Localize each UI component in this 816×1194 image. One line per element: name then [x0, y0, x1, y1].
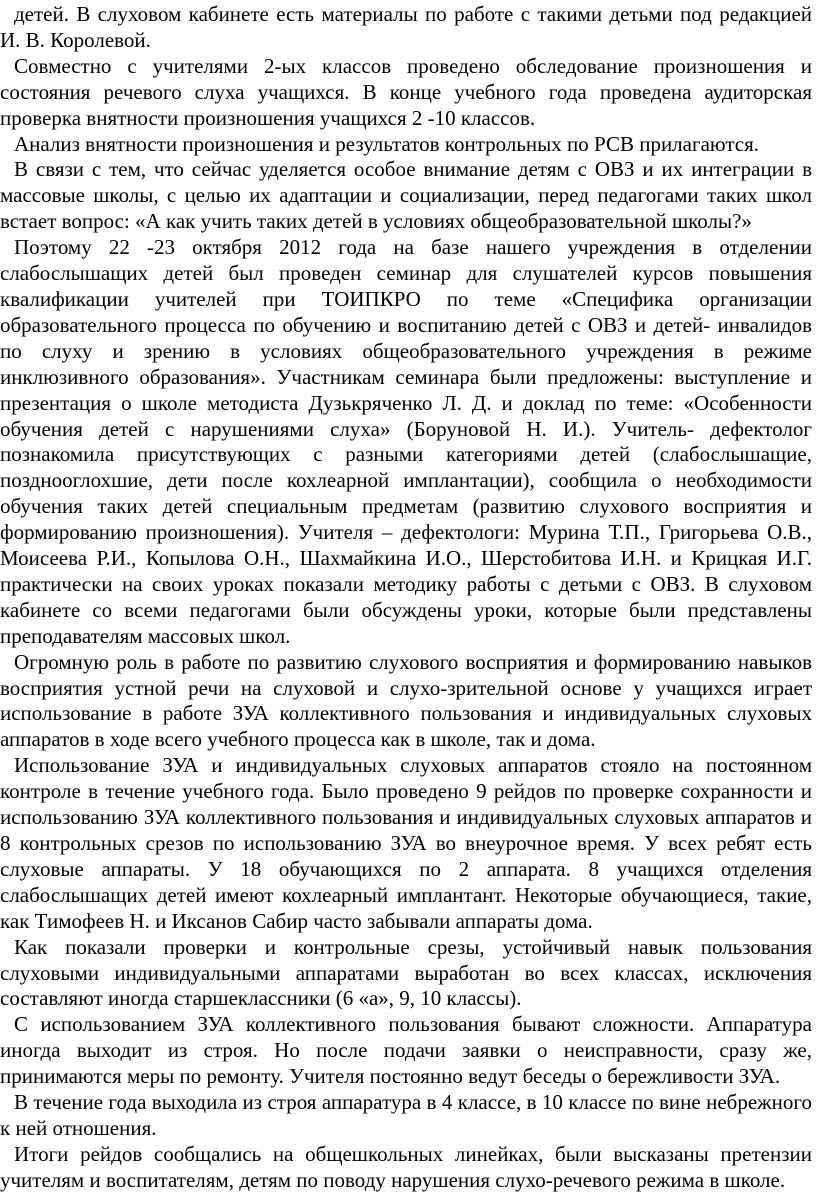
paragraph-hearing-aids-control: Использование ЗУА и индивидуальных слуховых аппаратов стояло на постоянном контроле в течение учебного года. Было проведено 9 рейдов по проверке сохранности и использованию ЗУА коллективного пользования и индивидуальных слуховых аппаратов и 8 контрольных срезов по использованию ЗУА во внеурочное время. У всех ребят есть слуховые аппараты. У 18 обучающихся по 2 аппарата. 8 учащихся отделения слабослышащих детей имеют кохлеарный имплантант. Некоторые обучающиеся, такие, как Тимофеев Н. и Иксанов Сабир часто забывали аппараты дома.	[0, 753, 812, 933]
paragraph-equipment-failure: В течение года выходила из строя аппаратура в 4 классе, в 10 классе по вине небрежного к ней отношения.	[0, 1090, 812, 1140]
paragraph-hearing-survey: Совместно с учителями 2-ых классов проведено обследование произношения и состояния речевого слуха учащихся. В конце учебного года проведена аудиторская проверка внятности произношения учащихся 2 -10 классов.	[0, 53, 812, 130]
paragraph-seminar: Поэтому 22 -23 октября 2012 года на базе нашего учреждения в отделении слабослышащих детей был проведен семинар для слушателей курсов повышения квалификации учителей при ТОИПКРО по теме «Специфика организации образовательного процесса по обучению и воспитанию детей с ОВЗ и детей- инвалидов по слуху и зрению в условиях общеобразовательного учреждения в режиме инклюзивного образования». Участникам семинара были предложены: выступление и презентация о школе методиста Дузькрячeнко Л. Д. и доклад по теме: «Особенности обучения детей с нарушениями слуха» (Боруновой Н. И.). Учитель- дефектолог познакомила присутствующих с разными категориями детей (слабослышащие, позднооглохшие, дети после кохлеарной имплантации), сообщила о необходимости обучения таких детей специальным предметам (развитию слухового восприятия и формированию произношения). Учителя – дефектологи: Мурина Т.П., Григорьева О.В., Моисеева Р.И., Копылова О.Н., Шахмайкина И.О., Шерстобитова И.Н. и Крицкая И.Г. практически на своих уроках показали методику работы с детьми с ОВЗ. В слуховом кабинете со всеми педагогами были обсуждены уроки, которые были представлены преподавателям массовых школ.	[0, 235, 812, 648]
paragraph-raid-results: Итоги рейдов сообщались на общешкольных линейках, были высказаны претензии учителям и воспитателям, детям по поводу нарушения слухо-речевого режима в школе.	[0, 1141, 812, 1192]
paragraph-equipment-issues: С использованием ЗУА коллективного пользования бывают сложности. Аппаратура иногда выходит из строя. Но после подачи заявки о неисправности, сразу же, принимаются меры по ремонту. Учителя постоянно ведут беседы о бережливости ЗУА.	[0, 1012, 812, 1089]
paragraph-hearing-aids-role: Огромную роль в работе по развитию слухового восприятия и формированию навыков восприятия устной речи на слуховой и слухо-зрительной основе у учащихся играет использование в работе ЗУА коллективного пользования и индивидуальных слуховых аппаратов в ходе всего учебного процесса как в школе, так и дома.	[0, 649, 812, 752]
paragraph-continuation: детей. В слуховом кабинете есть материалы по работе с такими детьми под редакцией И. В. Королевой.	[0, 2, 812, 52]
paragraph-checks-results: Как показали проверки и контрольные срезы, устойчивый навык пользования слуховыми индивидуальными аппаратами выработан во всех классах, исключения составляют иногда старшеклассники (6 «а», 9, 10 классы).	[0, 934, 812, 1011]
paragraph-integration: В связи с тем, что сейчас уделяется особое внимание детям с ОВЗ и их интеграции в массовые школы, с целью их адаптации и социализации, перед педагогами таких школ встает вопрос: «А как учить таких детей в условиях общеобразовательной школы?»	[0, 157, 812, 234]
paragraph-analysis: Анализ внятности произношения и результатов контрольных по РСВ прилагаются.	[14, 131, 759, 156]
